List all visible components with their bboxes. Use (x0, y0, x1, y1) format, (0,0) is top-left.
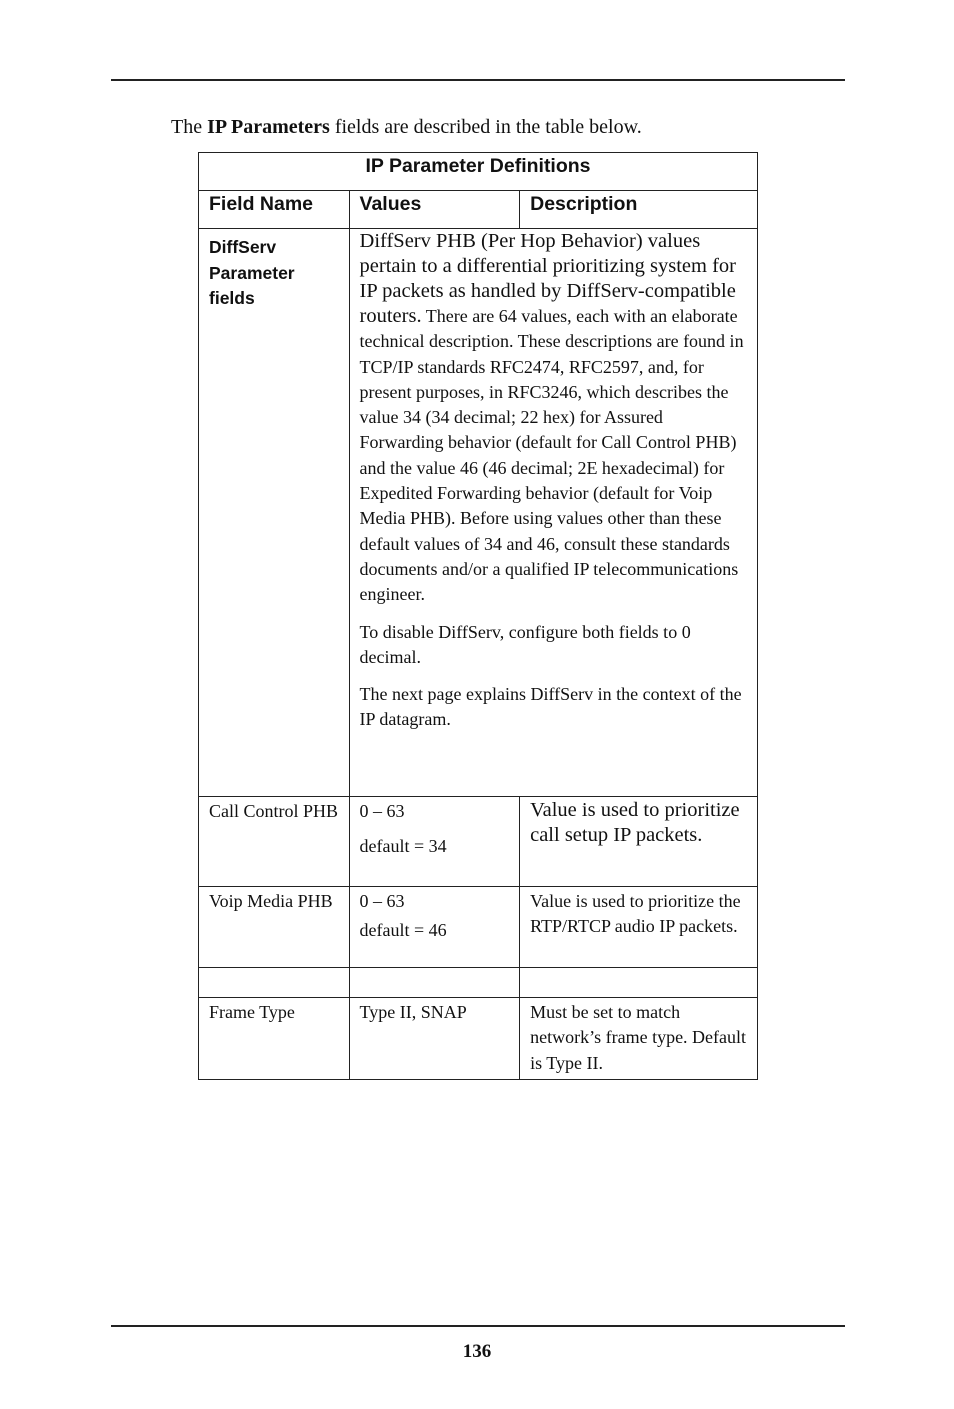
diffserv-detail-text: There are 64 values, each with an elaborate technical description. These descriptions are found in TCP/IP standards RFC2474, RFC2597, and, for present purposes, in RFC3246, which describes the value 34 (34 decimal; 22 hex) for Assured Forwarding behavior (default for Call Control PHB) and the value 46 (46 decimal; 2E hexadecimal) for Expedited Forwarding behavior (default for Voip Media PHB). Before using values other than these default values of 34 and 46, consult these standards documents and/or a qualified IP telecommunications engineer. (359, 306, 744, 605)
diffserv-lead-text: DiffServ PHB (Per Hop Behavior) values pertain to a differential prioritizing system for IP packets as handled by DiffServ-compatible routers. (359, 230, 736, 327)
description-frame-type: Must be set to match network’s frame type. Default is Type II. (520, 998, 758, 1080)
field-name-call-control-phb: Call Control PHB (199, 797, 350, 887)
values-voip-media-phb (349, 887, 520, 968)
table-row (199, 797, 758, 887)
intro-bold-term: IP Parameters (207, 116, 330, 138)
table-caption-row (199, 153, 758, 191)
value-default: default = 46 (359, 920, 447, 941)
diffserv-description-cell (349, 229, 757, 797)
column-header-field-name: Field Name (199, 191, 350, 229)
table-row-empty (199, 968, 758, 998)
values-frame-type: Type II, SNAP (349, 998, 520, 1080)
footer-rule (111, 1325, 845, 1327)
value-range: 0 – 63 (359, 891, 405, 911)
table-caption: IP Parameter Definitions (199, 153, 758, 191)
table-header-row (199, 191, 758, 229)
values-call-control-phb (349, 797, 520, 887)
header-rule (111, 79, 845, 81)
diffserv-field-name: DiffServ Parameter fields (209, 237, 295, 308)
value-range: 0 – 63 (359, 801, 405, 821)
diffserv-disable-text: To disable DiffServ, configure both fields to 0 decimal. (359, 621, 691, 667)
intro-text (171, 114, 642, 140)
diffserv-field-name-cell (199, 229, 350, 797)
empty-cell (520, 968, 758, 998)
table-row (199, 887, 758, 968)
empty-cell (199, 968, 350, 998)
table-row-diffserv (199, 229, 758, 797)
value-default: default = 34 (359, 836, 447, 857)
intro-suffix: fields are described in the table below. (329, 116, 642, 138)
field-name-voip-media-phb: Voip Media PHB (199, 887, 350, 968)
column-header-values: Values (349, 191, 520, 229)
description-voip-media-phb: Value is used to prioritize the RTP/RTCP audio IP packets. (520, 887, 758, 968)
column-header-description: Description (520, 191, 758, 229)
table-row (199, 998, 758, 1080)
diffserv-next-page-text: The next page explains DiffServ in the context of the IP datagram. (359, 684, 742, 730)
ip-parameter-definitions-table (198, 152, 758, 1080)
field-name-frame-type: Frame Type (199, 998, 350, 1080)
empty-cell (349, 968, 520, 998)
page-number: 136 (462, 1341, 492, 1362)
description-call-control-phb: Value is used to prioritize call setup IP packets. (520, 797, 758, 887)
intro-prefix: The (171, 116, 208, 138)
